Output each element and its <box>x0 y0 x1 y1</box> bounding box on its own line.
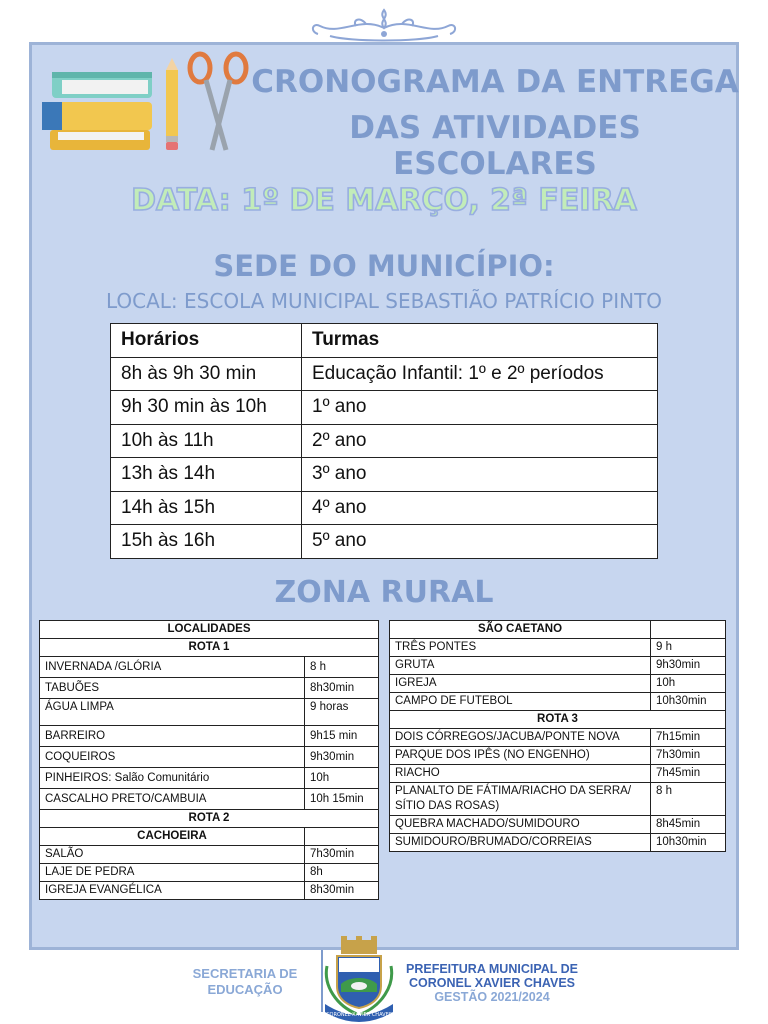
class-cell: 3º ano <box>302 458 658 492</box>
rota1-label: ROTA 1 <box>40 639 379 657</box>
ornament-icon <box>300 6 468 44</box>
place-cell: PARQUE DOS IPÊS (NO ENGENHO) <box>390 747 651 765</box>
table-row <box>40 789 379 810</box>
place-cell: CASCALHO PRETO/CAMBUIA <box>40 789 305 810</box>
sede-location: LOCAL: ESCOLA MUNICIPAL SEBASTIÃO PATRÍCIO PINTO <box>105 289 663 313</box>
time-cell: 7h30min <box>305 846 379 864</box>
table-row <box>40 678 379 699</box>
page-title-line2: DAS ATIVIDADES ESCOLARES <box>349 110 641 182</box>
table-row <box>390 639 726 657</box>
sede-schedule-table <box>110 323 658 559</box>
time-cell: 8h45min <box>651 816 726 834</box>
table-row <box>40 846 379 864</box>
time-cell: 9 h <box>651 639 726 657</box>
empty-cell <box>651 621 726 639</box>
place-cell: RIACHO <box>390 765 651 783</box>
header-turmas: Turmas <box>302 324 658 358</box>
time-cell: 10h às 11h <box>111 424 302 458</box>
header-horarios: Horários <box>111 324 302 358</box>
place-cell: CAMPO DE FUTEBOL <box>390 693 651 711</box>
sao-caetano-label: SÃO CAETANO <box>390 621 651 639</box>
sede-title: SEDE DO MUNICÍPIO: <box>213 249 555 283</box>
place-cell: IGREJA <box>390 675 651 693</box>
class-cell: Educação Infantil: 1º e 2º períodos <box>302 357 658 391</box>
books-icon <box>42 72 152 150</box>
time-cell: 9h30min <box>651 657 726 675</box>
time-cell: 15h às 16h <box>111 525 302 559</box>
place-cell: TRÊS PONTES <box>390 639 651 657</box>
place-cell: LAJE DE PEDRA <box>40 864 305 882</box>
place-cell: PLANALTO DE FÁTIMA/RIACHO DA SERRA/ SÍTIO DAS ROSAS) <box>390 783 651 816</box>
place-cell: TABUÕES <box>40 678 305 699</box>
time-cell: 7h15min <box>651 729 726 747</box>
time-cell: 10h <box>651 675 726 693</box>
time-cell: 8h às 9h 30 min <box>111 357 302 391</box>
time-cell: 8h30min <box>305 678 379 699</box>
time-cell: 8 h <box>305 657 379 678</box>
scissors-icon <box>190 54 246 82</box>
table-row <box>40 699 379 726</box>
place-cell: PINHEIROS: Salão Comunitário <box>40 768 305 789</box>
date-heading: DATA: 1º DE MARÇO, 2ª FEIRA <box>131 183 637 218</box>
time-cell: 8h30min <box>305 882 379 900</box>
place-cell: GRUTA <box>390 657 651 675</box>
table-row <box>40 768 379 789</box>
table-row <box>390 783 726 816</box>
prefeitura-label: PREFEITURA MUNICIPAL DE CORONEL XAVIER CHAVES GESTÃO 2021/2024 <box>396 962 588 1004</box>
table-row <box>111 357 658 391</box>
time-cell: 9h30min <box>305 747 379 768</box>
table-row <box>111 491 658 525</box>
table-row <box>390 765 726 783</box>
table-row <box>111 525 658 559</box>
table-row <box>390 834 726 852</box>
table-row <box>111 424 658 458</box>
place-cell: QUEBRA MACHADO/SUMIDOURO <box>390 816 651 834</box>
time-cell: 14h às 15h <box>111 491 302 525</box>
table-row <box>390 657 726 675</box>
table-row <box>111 391 658 425</box>
table-row <box>111 458 658 492</box>
time-cell: 10h30min <box>651 693 726 711</box>
time-cell: 7h45min <box>651 765 726 783</box>
place-cell: SALÃO <box>40 846 305 864</box>
time-cell: 8h <box>305 864 379 882</box>
time-cell: 9h15 min <box>305 726 379 747</box>
page-title-line1: CRONOGRAMA DA ENTREGA <box>251 64 739 100</box>
time-cell: 9 horas <box>305 699 379 726</box>
place-cell: ÁGUA LIMPA <box>40 699 305 726</box>
table-row <box>40 726 379 747</box>
place-cell: DOIS CÓRREGOS/JACUBA/PONTE NOVA <box>390 729 651 747</box>
place-cell: INVERNADA /GLÓRIA <box>40 657 305 678</box>
secretaria-label: SECRETARIA DE EDUCAÇÃO <box>192 966 298 997</box>
table-row <box>40 657 379 678</box>
time-cell: 13h às 14h <box>111 458 302 492</box>
class-cell: 2º ano <box>302 424 658 458</box>
time-cell: 10h30min <box>651 834 726 852</box>
pencil-icon <box>166 58 178 150</box>
table-row <box>390 729 726 747</box>
place-cell: COQUEIROS <box>40 747 305 768</box>
class-cell: 4º ano <box>302 491 658 525</box>
rota2-label: ROTA 2 <box>40 810 379 828</box>
rota3-label: ROTA 3 <box>390 711 726 729</box>
table-row <box>390 816 726 834</box>
time-cell: 9h 30 min às 10h <box>111 391 302 425</box>
municipal-crest-icon <box>317 936 401 1022</box>
class-cell: 1º ano <box>302 391 658 425</box>
place-cell: SUMIDOURO/BRUMADO/CORREIAS <box>390 834 651 852</box>
table-row <box>40 882 379 900</box>
place-cell: IGREJA EVANGÉLICA <box>40 882 305 900</box>
time-cell: 7h30min <box>651 747 726 765</box>
place-cell: BARREIRO <box>40 726 305 747</box>
gestao-label: GESTÃO 2021/2024 <box>434 990 550 1004</box>
table-row <box>40 864 379 882</box>
time-cell: 8 h <box>651 783 726 816</box>
empty-cell <box>305 828 379 846</box>
class-cell: 5º ano <box>302 525 658 559</box>
crest-ribbon-text: CORONEL XAVIER CHAVES <box>326 1012 392 1018</box>
table-row <box>390 675 726 693</box>
rural-left-table <box>39 620 379 900</box>
localidades-header: LOCALIDADES <box>40 621 379 639</box>
zona-rural-title: ZONA RURAL <box>274 575 494 610</box>
table-row <box>390 693 726 711</box>
table-header-row <box>111 324 658 358</box>
rural-right-table <box>389 620 726 852</box>
time-cell: 10h <box>305 768 379 789</box>
cachoeira-label: CACHOEIRA <box>40 828 305 846</box>
table-row <box>390 747 726 765</box>
time-cell: 10h 15min <box>305 789 379 810</box>
school-supplies-icon <box>40 50 250 155</box>
table-row <box>40 747 379 768</box>
